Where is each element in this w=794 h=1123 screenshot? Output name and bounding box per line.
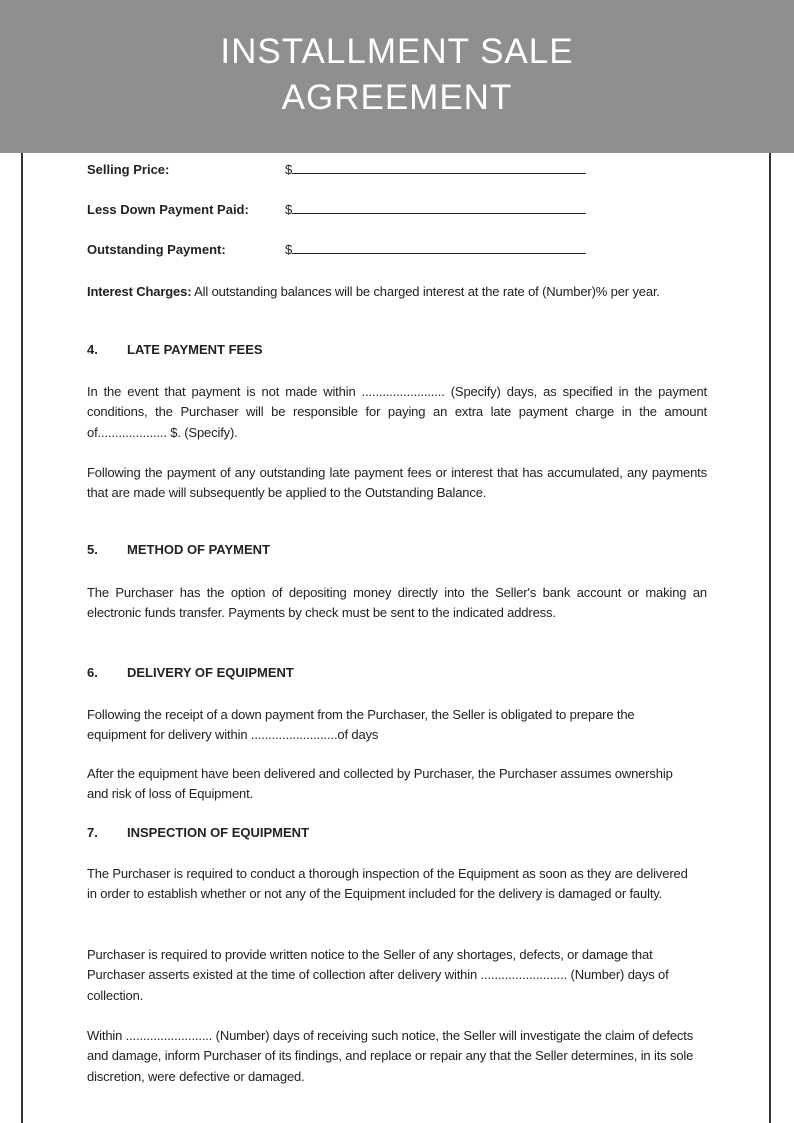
section-number: 6. [87, 665, 98, 680]
section-number: 5. [87, 542, 98, 557]
blank-line[interactable] [292, 253, 586, 254]
paragraph: Within ......................... (Number) days of receiving such notice, the Seller will investigate the claim of defects and damage, inform Purchaser of its findings, and replace or repair any that the Seller determines, in its sole discretion, were defective or damaged. [87, 1028, 694, 1084]
section-title: METHOD OF PAYMENT [127, 542, 271, 557]
page-border-left [21, 153, 23, 1123]
title-line-1: INSTALLMENT SALE [220, 32, 574, 71]
section-title: INSPECTION OF EQUIPMENT [127, 825, 310, 840]
paragraph: The Purchaser has the option of depositing money directly into the Seller's bank account or making an electronic funds transfer. Payments by check must be sent to the indicated address. [87, 585, 707, 621]
field-label: Less Down Payment Paid: [87, 202, 249, 217]
page-border-right [769, 153, 771, 1123]
section-heading-5 [87, 542, 270, 557]
section-title: DELIVERY OF EQUIPMENT [127, 665, 294, 680]
currency-sign: $ [285, 162, 293, 177]
section-heading-4 [87, 342, 263, 357]
paragraph: After the equipment have been delivered and collected by Purchaser, the Purchaser assumes ownership and risk of loss of Equipment. [87, 766, 673, 802]
title-line-2: AGREEMENT [281, 78, 513, 117]
interest-text: All outstanding balances will be charged interest at the rate of (Number)% per year. [191, 284, 660, 299]
field-label: Outstanding Payment: [87, 242, 226, 257]
paragraph: Following the payment of any outstanding late payment fees or interest that has accumulated, any payments that are made will subsequently be applied to the Outstanding Balance. [87, 465, 707, 501]
blank-line[interactable] [292, 173, 586, 174]
field-selling-price [87, 162, 586, 177]
interest-label: Interest Charges: [87, 284, 192, 299]
paragraph: Following the receipt of a down payment from the Purchaser, the Seller is obligated to prepare the equipment for delivery within .........................of days [87, 707, 635, 743]
paragraph: In the event that payment is not made within ........................ (Specify) days, as specified in the payment conditions, the Purchaser will be responsible for paying an extra late payment charge in the amount of.................... $. (Specify). [87, 384, 707, 440]
field-label: Selling Price: [87, 162, 170, 177]
paragraph: The Purchaser is required to conduct a thorough inspection of the Equipment as soon as they are delivered in order to establish whether or not any of the Equipment included for the delivery is damaged or faulty. [87, 866, 688, 902]
section-number: 4. [87, 342, 98, 357]
interest-charges [87, 282, 707, 302]
section-number: 7. [87, 825, 98, 840]
section-heading-7 [87, 825, 309, 840]
section-heading-6 [87, 665, 294, 680]
title-banner [0, 0, 794, 153]
field-down-payment [87, 202, 586, 217]
currency-sign: $ [285, 242, 293, 257]
section-title: LATE PAYMENT FEES [127, 342, 263, 357]
blank-line[interactable] [292, 213, 586, 214]
field-outstanding-payment [87, 242, 586, 257]
paragraph: Purchaser is required to provide written notice to the Seller of any shortages, defects, or damage that Purchaser asserts existed at the time of collection after delivery within ......................... (Number) days of collection. [87, 947, 669, 1003]
currency-sign: $ [285, 202, 293, 217]
